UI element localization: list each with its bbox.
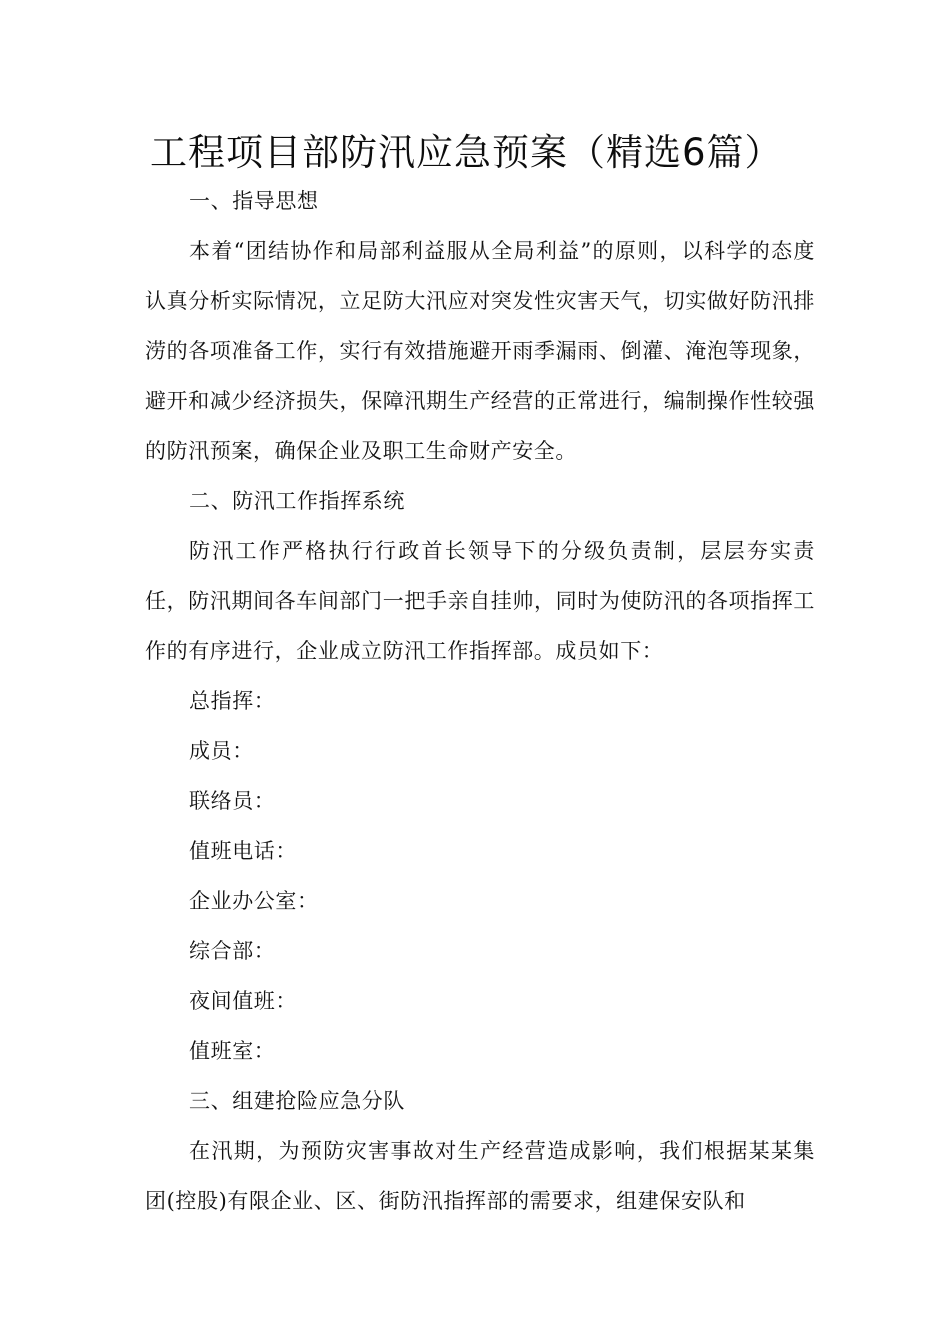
role-general-department: 综合部：	[189, 939, 276, 963]
document-body	[145, 176, 815, 1226]
role-duty-room: 值班室：	[189, 1039, 276, 1063]
section-heading-guiding-ideology: 一、指导思想	[189, 189, 319, 213]
section-heading-command-system: 二、防汛工作指挥系统	[189, 489, 405, 513]
paragraph-guiding-ideology: 本着“团结协作和局部利益服从全局利益”的原则，以科学的态度认真分析实际情况，立足防大汛应对突发性灾害天气，切实做好防汛排涝的各项准备工作，实行有效措施避开雨季漏雨、倒灌、淹泡等现象，避开和减少经济损失，保障汛期生产经营的正常进行，编制操作性较强的防汛预案，确保企业及职工生命财产安全。	[145, 239, 815, 463]
document-title: 工程项目部防汛应急预案（精选6篇）	[150, 131, 783, 174]
paragraph-command-system: 防汛工作严格执行行政首长领导下的分级负责制，层层夯实责任，防汛期间各车间部门一把手亲自挂帅，同时为使防汛的各项指挥工作的有序进行，企业成立防汛工作指挥部。成员如下：	[145, 539, 815, 663]
role-commander-in-chief: 总指挥：	[189, 689, 276, 713]
role-duty-phone: 值班电话：	[189, 839, 297, 863]
role-company-office: 企业办公室：	[189, 889, 319, 913]
role-liaison: 联络员：	[189, 789, 276, 813]
paragraph-emergency-team: 在汛期，为预防灾害事故对生产经营造成影响，我们根据某某集团(控股)有限企业、区、街防汛指挥部的需要求，组建保安队和	[145, 1139, 815, 1213]
section-heading-emergency-team: 三、组建抢险应急分队	[189, 1089, 405, 1113]
role-night-duty: 夜间值班：	[189, 989, 297, 1013]
role-members: 成员：	[189, 739, 254, 763]
